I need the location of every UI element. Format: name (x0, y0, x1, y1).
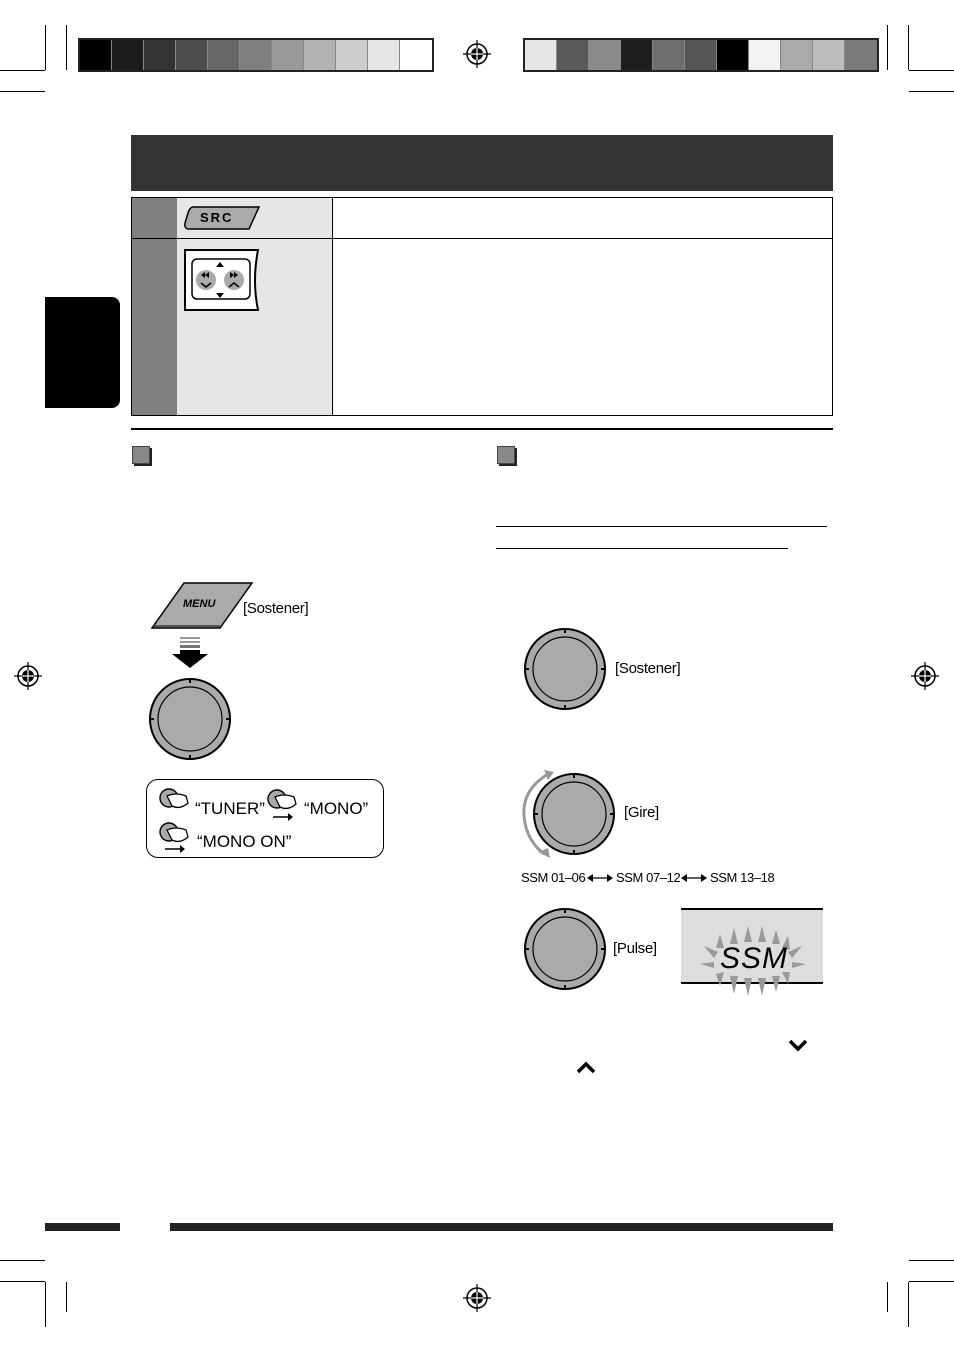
chevron-up-icon (576, 1061, 596, 1075)
left-section-marker-icon (132, 446, 150, 464)
ssm-sequence-item: SSM 01–06 (521, 870, 586, 885)
callout-mono-on-text: “MONO ON” (197, 832, 292, 851)
calibration-swatch (80, 40, 112, 70)
calibration-swatch (717, 40, 749, 70)
calibration-swatch (589, 40, 621, 70)
calibration-swatch (525, 40, 557, 70)
underline-rule (496, 526, 827, 527)
crop-mark-tr-h2 (909, 91, 954, 92)
section-header-bar (131, 135, 833, 191)
calibration-swatch (336, 40, 368, 70)
double-arrow-icon (680, 873, 708, 883)
crop-mark-tl-h (0, 70, 45, 71)
calibration-swatch (781, 40, 813, 70)
calibration-swatch (845, 40, 877, 70)
calibration-swatch (272, 40, 304, 70)
hand-pointer-icon (266, 787, 300, 813)
section-divider (131, 428, 833, 430)
calibration-swatch (368, 40, 400, 70)
registration-target-icon (463, 40, 491, 68)
callout-tuner-text: “TUNER” (195, 799, 265, 818)
seek-buttons-icon (182, 247, 264, 313)
down-arrow-icon (170, 636, 210, 670)
calibration-swatch (621, 40, 653, 70)
registration-target-icon (14, 662, 42, 690)
language-side-tab (45, 297, 120, 408)
calibration-swatch (176, 40, 208, 70)
turn-knob-icon (518, 768, 618, 860)
menu-button-label: MENU (183, 598, 216, 610)
crop-mark-tl-h2 (0, 91, 45, 92)
calibration-swatch (685, 40, 717, 70)
left-calibration-bar (78, 38, 434, 72)
table-row-divider (177, 238, 832, 239)
calibration-swatch (144, 40, 176, 70)
crop-mark-tl-v (45, 25, 46, 70)
right-hold-label: [Sostener] (615, 660, 681, 677)
press-label: [Pulse] (613, 940, 657, 957)
calibration-swatch (112, 40, 144, 70)
crop-mark-bl-v2 (66, 1282, 67, 1312)
control-knob-icon (523, 907, 607, 991)
footer-page-tab (45, 1223, 120, 1231)
right-arrow-icon (164, 844, 186, 854)
hand-pointer-icon (158, 786, 192, 812)
underline-rule (496, 548, 788, 549)
table-row-divider (132, 238, 177, 239)
calibration-swatch (304, 40, 336, 70)
crop-mark-br-v (908, 1282, 909, 1327)
right-calibration-bar (523, 38, 879, 72)
control-knob-icon (148, 677, 232, 761)
registration-target-icon (911, 662, 939, 690)
callout-mono-text: “MONO” (304, 799, 369, 818)
crop-mark-tl-v2 (66, 25, 67, 70)
crop-mark-bl-v (45, 1282, 46, 1327)
turn-label: [Gire] (624, 804, 659, 821)
calibration-swatch (208, 40, 240, 70)
src-button-label: SRC (200, 210, 234, 225)
calibration-swatch (557, 40, 589, 70)
right-arrow-icon (272, 812, 294, 822)
table-tab-column (132, 198, 178, 415)
left-hold-label: [Sostener] (243, 600, 309, 617)
calibration-swatch (400, 40, 432, 70)
right-section-marker-icon (497, 446, 515, 464)
crop-mark-tr-v2 (887, 25, 888, 70)
ssm-display-text: SSM (720, 942, 789, 975)
hand-pointer-icon (158, 820, 192, 846)
calibration-swatch (240, 40, 272, 70)
crop-mark-bl-h2 (0, 1281, 45, 1282)
crop-mark-tr-h (909, 70, 954, 71)
crop-mark-bl-h (0, 1260, 45, 1261)
footer-rule (170, 1223, 833, 1231)
ssm-sequence-item: SSM 13–18 (710, 870, 775, 885)
ssm-sequence-item: SSM 07–12 (616, 870, 681, 885)
calibration-swatch (749, 40, 781, 70)
crop-mark-br-h2 (909, 1281, 954, 1282)
calibration-swatch (653, 40, 685, 70)
control-knob-icon (523, 627, 607, 711)
registration-target-icon (463, 1284, 491, 1312)
chevron-down-icon (788, 1038, 808, 1052)
crop-mark-br-v2 (887, 1282, 888, 1312)
calibration-swatch (813, 40, 845, 70)
crop-mark-tr-v (908, 25, 909, 70)
double-arrow-icon (586, 873, 614, 883)
crop-mark-br-h (909, 1260, 954, 1261)
